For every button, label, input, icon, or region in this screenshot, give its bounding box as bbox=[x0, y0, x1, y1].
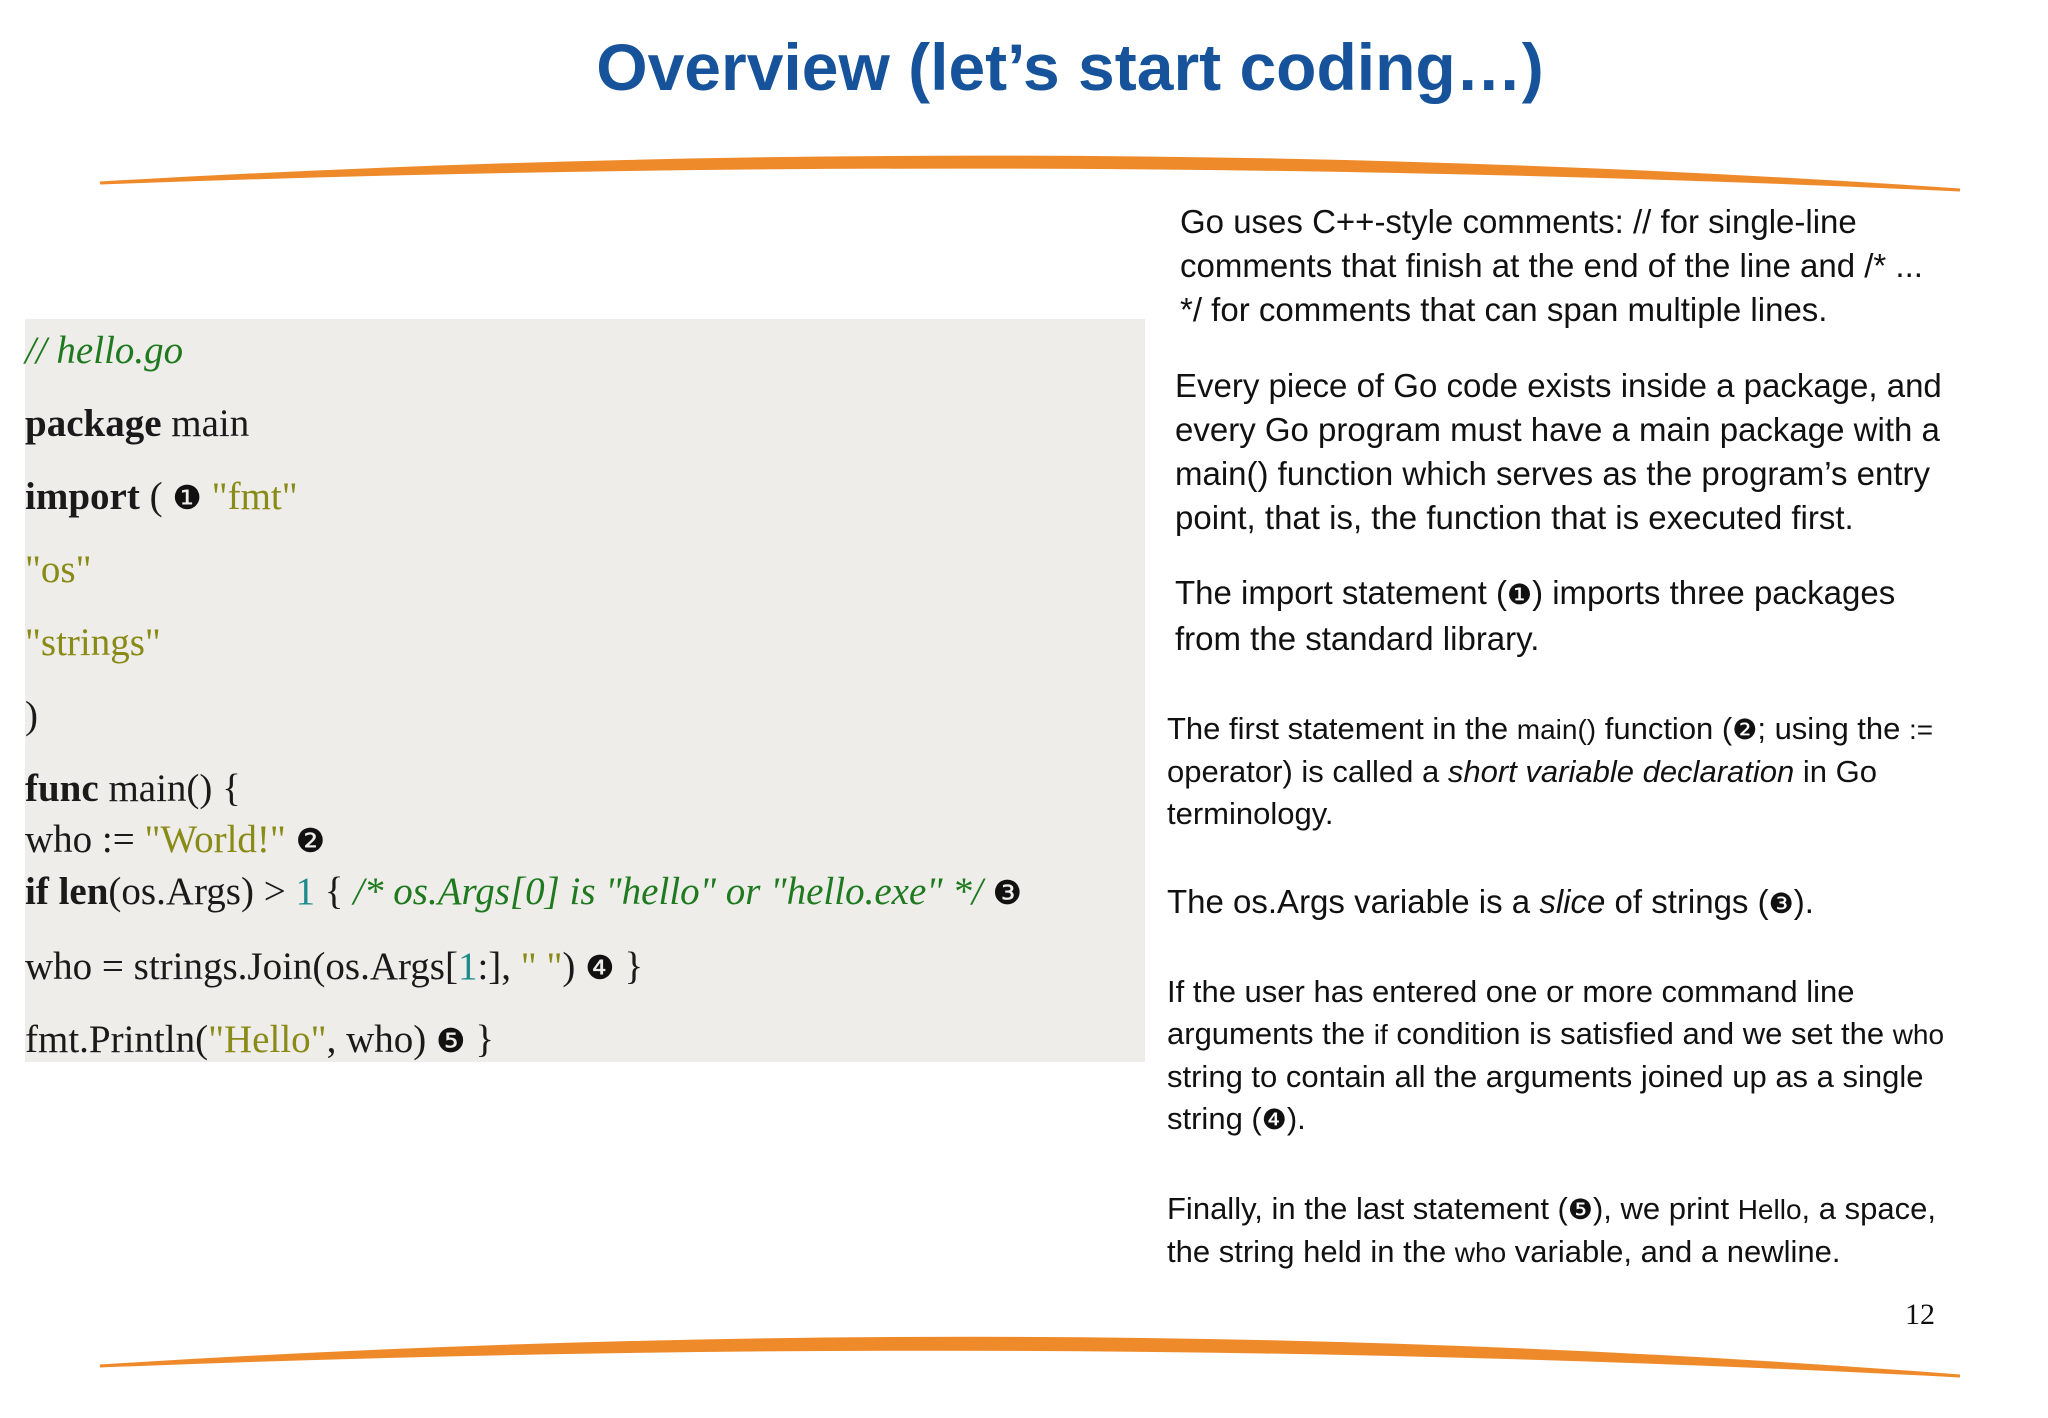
code-line-3 bbox=[25, 477, 298, 516]
code-line-8 bbox=[25, 820, 325, 859]
code-text: (os.Args) > bbox=[108, 870, 296, 913]
code-number: 1 bbox=[295, 870, 315, 913]
inline-code: := bbox=[1909, 714, 1934, 745]
note-text: in Go bbox=[1794, 754, 1877, 789]
code-string: "World!" bbox=[144, 818, 286, 861]
page-number: 12 bbox=[1905, 1298, 1935, 1331]
note-line bbox=[1167, 880, 1814, 926]
code-line-5 bbox=[25, 623, 161, 662]
code-line-2 bbox=[25, 404, 249, 443]
note-text: ), we print bbox=[1592, 1191, 1738, 1226]
emphasis: short variable declaration bbox=[1447, 754, 1795, 789]
callout-4-icon: ❹ bbox=[585, 948, 615, 987]
callout-4-icon: ❹ bbox=[1261, 1103, 1287, 1136]
note-println bbox=[1167, 1188, 1936, 1274]
note-text: , a space, bbox=[1801, 1191, 1936, 1226]
code-text: ( bbox=[139, 475, 173, 518]
code-text: :], bbox=[477, 945, 521, 988]
note-import bbox=[1175, 571, 1895, 661]
note-line bbox=[1167, 1013, 1944, 1056]
note-text: string ( bbox=[1167, 1101, 1262, 1136]
note-text: variable, and a newline. bbox=[1506, 1234, 1841, 1269]
code-keyword: len bbox=[58, 870, 109, 913]
inline-code: who bbox=[1454, 1237, 1507, 1268]
note-comments bbox=[1180, 200, 1923, 332]
note-packages bbox=[1175, 364, 1942, 540]
note-short-var bbox=[1167, 708, 1933, 835]
code-line-4 bbox=[25, 550, 92, 589]
code-line-10 bbox=[25, 947, 643, 986]
code-string: "strings" bbox=[25, 621, 161, 664]
note-text: ) imports three packages bbox=[1532, 574, 1896, 611]
code-text: ) bbox=[25, 694, 38, 737]
code-string: " " bbox=[520, 945, 563, 988]
note-text: arguments the bbox=[1167, 1016, 1374, 1051]
callout-5-icon: ❺ bbox=[1567, 1193, 1593, 1226]
note-text: ; using the bbox=[1757, 711, 1909, 746]
callout-2-icon: ❷ bbox=[1732, 713, 1758, 746]
callout-5-icon: ❺ bbox=[436, 1021, 466, 1060]
code-text: fmt.Println( bbox=[25, 1018, 209, 1061]
code-text: , who) bbox=[326, 1018, 436, 1061]
note-text: ). bbox=[1793, 883, 1814, 920]
callout-1-icon: ❶ bbox=[172, 478, 202, 517]
note-text: function ( bbox=[1596, 711, 1733, 746]
code-text: } bbox=[465, 1018, 495, 1061]
code-text: } bbox=[614, 945, 644, 988]
note-text: Finally, in the last statement ( bbox=[1167, 1191, 1568, 1226]
code-line-9 bbox=[25, 872, 1022, 911]
callout-2-icon: ❷ bbox=[295, 821, 326, 860]
note-line bbox=[1167, 1098, 1944, 1141]
code-text: who := bbox=[25, 818, 145, 861]
slide-title: Overview (let’s start coding…) bbox=[596, 30, 1544, 104]
code-line-7 bbox=[25, 769, 241, 808]
note-line: comments that finish at the end of the line and /* ... bbox=[1180, 247, 1923, 284]
note-text: The os.Args variable is a bbox=[1167, 883, 1540, 920]
code-line-6 bbox=[25, 696, 38, 735]
callout-3-icon: ❸ bbox=[992, 873, 1023, 912]
note-line bbox=[1175, 571, 1895, 617]
note-slice bbox=[1167, 880, 1814, 926]
note-line bbox=[1167, 1188, 1936, 1231]
inline-code: main() bbox=[1516, 714, 1597, 745]
code-string: "fmt" bbox=[201, 475, 298, 518]
note-line: Every piece of Go code exists inside a package, and bbox=[1175, 367, 1942, 404]
code-line-1 bbox=[25, 331, 183, 370]
inline-code: if bbox=[1373, 1019, 1388, 1050]
top-swoosh bbox=[0, 128, 2048, 208]
note-line: every Go program must have a main package with a bbox=[1175, 411, 1940, 448]
code-text: main bbox=[161, 402, 250, 445]
note-line: point, that is, the function that is executed first. bbox=[1175, 499, 1854, 536]
code-string: "Hello" bbox=[208, 1018, 327, 1061]
code-text: main() { bbox=[98, 767, 241, 810]
code-keyword: func bbox=[25, 767, 99, 810]
code-keyword: import bbox=[25, 475, 140, 518]
note-if-condition bbox=[1167, 971, 1944, 1141]
note-line: string to contain all the arguments joined up as a single bbox=[1167, 1059, 1924, 1094]
inline-code: Hello bbox=[1737, 1194, 1802, 1225]
bottom-swoosh bbox=[0, 1306, 2048, 1386]
code-string: "os" bbox=[25, 548, 92, 591]
note-text: ). bbox=[1286, 1101, 1306, 1136]
note-line: main() function which serves as the program’s entry bbox=[1175, 455, 1931, 492]
code-comment: // hello.go bbox=[25, 329, 184, 372]
note-line bbox=[1167, 1231, 1936, 1274]
code-comment: /* os.Args[0] is "hello" or "hello.exe" */ bbox=[353, 870, 983, 913]
note-line: from the standard library. bbox=[1175, 620, 1540, 657]
note-line: Go uses C++-style comments: // for single-line bbox=[1180, 203, 1857, 240]
note-text: The import statement ( bbox=[1175, 574, 1507, 611]
note-line bbox=[1167, 751, 1933, 793]
code-text: ) bbox=[562, 945, 586, 988]
callout-1-icon: ❶ bbox=[1506, 578, 1533, 611]
code-line-11 bbox=[25, 1020, 494, 1059]
inline-code: who bbox=[1892, 1019, 1945, 1050]
code-number: 1 bbox=[457, 945, 478, 988]
note-line: terminology. bbox=[1167, 796, 1334, 831]
callout-3-icon: ❸ bbox=[1768, 887, 1794, 920]
code-keyword: package bbox=[25, 402, 162, 445]
emphasis: slice bbox=[1539, 883, 1606, 920]
note-text: the string held in the bbox=[1167, 1234, 1455, 1269]
note-line: */ for comments that can span multiple lines. bbox=[1180, 291, 1828, 328]
note-text: The first statement in the bbox=[1167, 711, 1517, 746]
code-keyword: if bbox=[25, 870, 49, 913]
note-text: condition is satisfied and we set the bbox=[1387, 1016, 1893, 1051]
note-line: If the user has entered one or more command line bbox=[1167, 974, 1855, 1009]
note-line bbox=[1167, 708, 1933, 751]
code-text: who = strings.Join(os.Args[ bbox=[25, 945, 458, 988]
note-text: operator) is called a bbox=[1167, 754, 1448, 789]
note-text: of strings ( bbox=[1605, 883, 1769, 920]
code-text: { bbox=[314, 870, 354, 913]
